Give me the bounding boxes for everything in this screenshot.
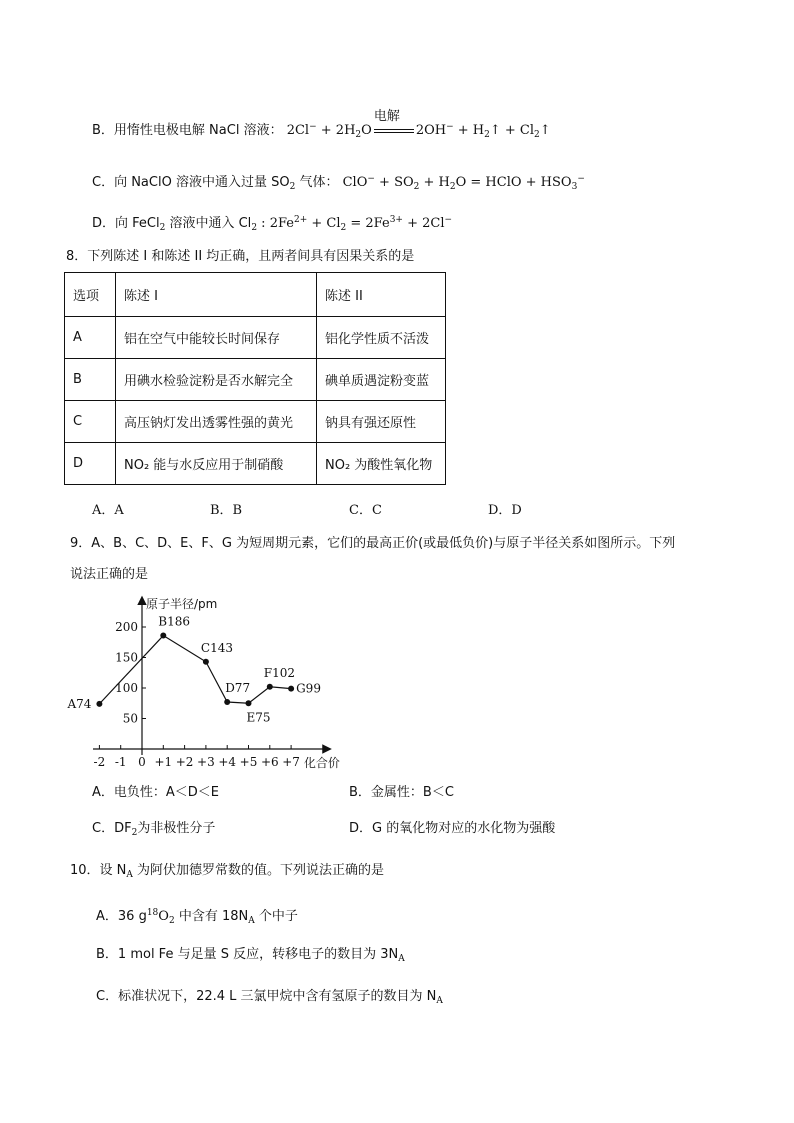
x-tick-label: -1 [114,755,127,769]
q8-choice-c: C．C [349,503,382,518]
data-point [288,686,294,692]
q7-option-b: B．用惰性电极电解 NaCl 溶液： $2Cl^- + 2H_2O$ 电解 $2OH^- + H_2↑$ + $Cl_2↑$ [92,109,551,140]
x-axis-label: 化合价 [303,756,340,770]
data-label: A74 [67,696,92,711]
q10-option-b: B．1 mol Fe 与足量 S 反应，转移电子的数目为 $3N_A$ [96,947,405,964]
q7-option-c: C．向 NaClO 溶液中通入过量 $SO_2$ 气体： $ClO^- + SO_2 + H_2O$ = HClO + $HSO_3^-$ [92,174,585,192]
data-point [96,701,102,707]
y-tick-label: 100 [115,681,138,695]
data-point [203,659,209,665]
q10-option-a: A．36 $g^{18}O_2$ 中含有 $18N_A$ 个中子 [96,908,298,926]
header-option: 选项 [65,273,116,317]
q8-stem: 8．下列陈述 I 和陈述 II 均正确，且两者间具有因果关系的是 [66,249,415,264]
table-row: A 铝在空气中能较长时间保存 铝化学性质不活泼 [65,317,446,359]
x-tick-label: +4 [218,755,237,769]
x-tick-label: +5 [239,755,258,769]
y-tick-label: 50 [122,711,138,726]
data-label: G99 [296,681,321,696]
q10-option-c: C．标准状况下，22.4 L 三氯甲烷中含有氢原子的数目为 $N_A$ [96,989,443,1006]
radius-valence-chart [67,592,430,772]
q9-choice-a: A．电负性：A＜D＜E [92,785,220,800]
q8-table [64,272,446,485]
y-tick-label: 150 [115,650,138,665]
x-tick-label: -2 [93,755,106,769]
x-tick-label: +1 [154,755,173,769]
q9-choice-c: C．$DF_2$为非极性分子 [92,821,216,838]
data-label: D77 [225,681,251,696]
q10-stem: 10．设 $N_A$ 为阿伏加德罗常数的值。下列说法正确的是 [70,863,385,880]
q8-choice-b: B．B [210,503,243,518]
electrolysis-condition: 电解 [372,122,416,140]
table-row: B 用碘水检验淀粉是否水解完全 碘单质遇淀粉变蓝 [65,359,446,401]
q8-choice-a: A．A [92,503,124,518]
data-point [224,699,230,705]
q9-stem-line1: 9．A、B、C、D、E、F、G 为短周期元素，它们的最高正价(或最低负价)与原子半径关系如图所示。下列 [70,536,676,551]
data-label: B186 [158,614,191,629]
table-header-row [65,273,446,317]
x-tick-label: +2 [175,755,194,769]
x-tick-label: +3 [197,755,215,769]
data-point [267,684,273,690]
x-tick-label: +6 [260,755,279,769]
y-axis-label: 原子半径/pm [146,597,218,611]
x-tick-label: 0 [138,755,146,769]
data-label: C143 [200,640,233,655]
data-point [160,633,166,639]
data-label: F102 [263,665,296,680]
data-point [246,700,252,706]
q8-choice-d: D．D [488,503,522,518]
header-statement-1: 陈述 I [116,273,317,317]
table-row: C 高压钠灯发出透雾性强的黄光 钠具有强还原性 [65,401,446,443]
data-label: E75 [246,710,271,725]
x-tick-label: +7 [282,755,300,769]
y-tick-label: 200 [115,620,138,634]
header-statement-2: 陈述 II [317,273,446,317]
q9-choice-b: B．金属性：B＜C [349,785,454,800]
q9-stem-line2: 说法正确的是 [70,567,149,582]
table-row: D NO₂ 能与水反应用于制硝酸 NO₂ 为酸性氧化物 [65,443,446,485]
q9-choice-d: D．G 的氧化物对应的水化物为强酸 [349,821,556,836]
q7-option-d: D．向 FeCl$_2$ 溶液中通入 $Cl_2$ : $2Fe^{2+} + Cl_2 = 2Fe^{3+} + 2Cl^-$ [92,215,453,233]
